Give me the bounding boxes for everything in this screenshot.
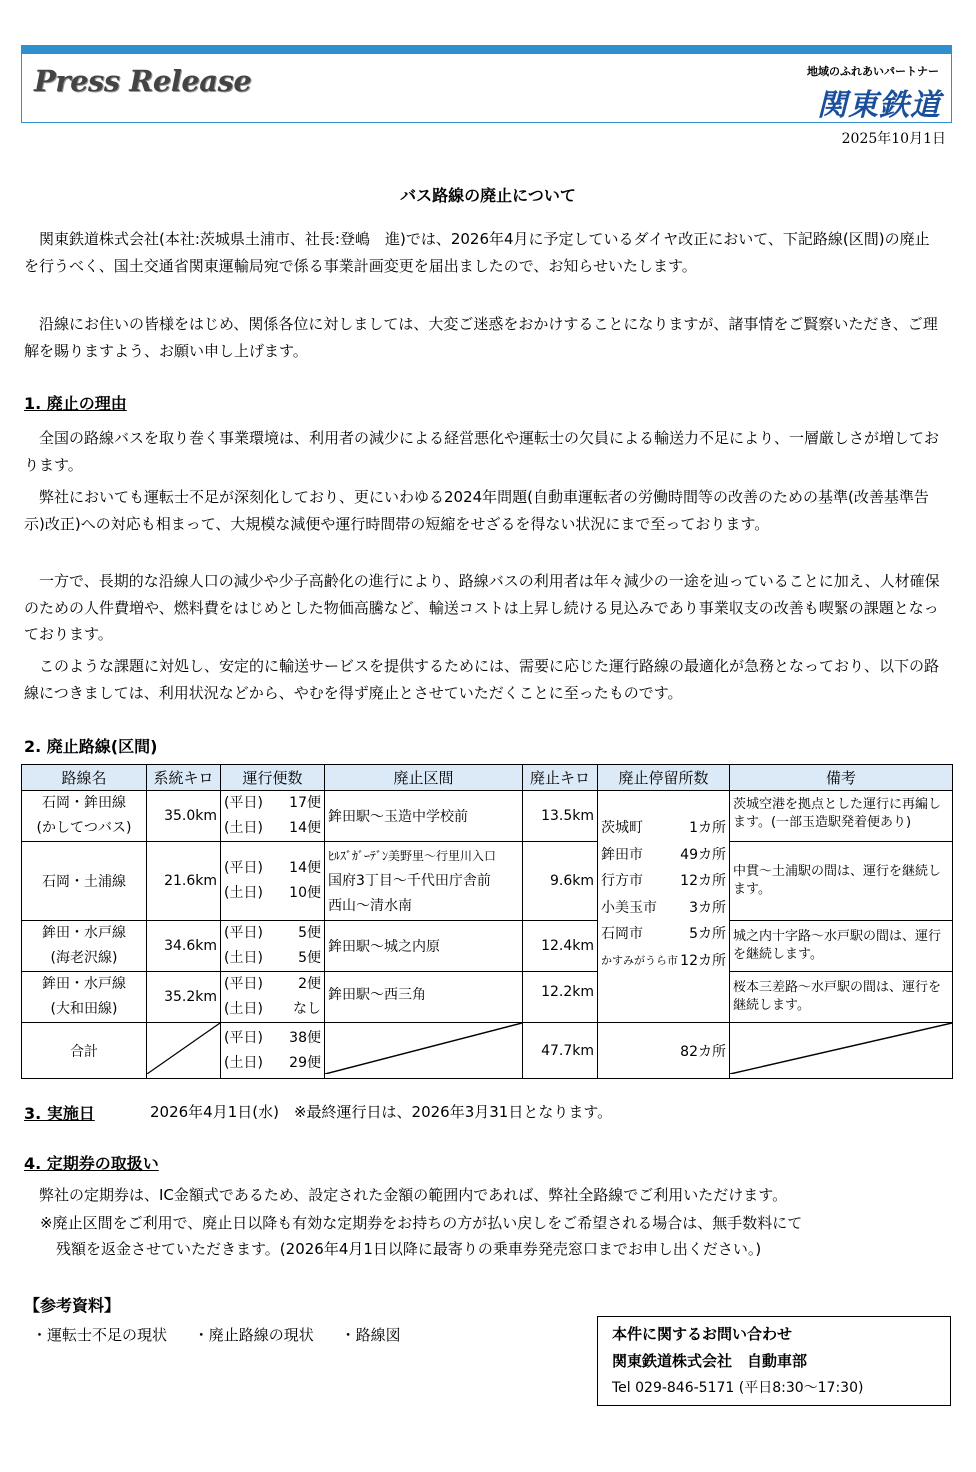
column-header: 備考: [730, 765, 953, 791]
stop-city: 茨城町: [601, 820, 643, 836]
route-name: 鉾田・水戸線: [42, 925, 126, 941]
route-name-cell: [22, 972, 147, 1023]
route-note: 桜本三差路〜水戸駅の間は、運行を継続します。: [730, 972, 953, 1023]
reason-paragraph-2: 弊社においても運転士不足が深刻化しており、更にいわゆる2024年問題(自動車運転者の労働時間等の改善のための基準(改善基準告示)改正)への対応も相まって、大規模な減便や運行時間帯の短縮をせざるを得ない状況にまで至っております。: [24, 488, 929, 533]
weekday-count: 17便: [289, 795, 321, 811]
route-name-cell: [22, 791, 147, 842]
table-row: [22, 842, 953, 921]
weekend-count: 10便: [289, 885, 321, 901]
reason-paragraph-1: 全国の路線バスを取り巻く事業環境は、利用者の減少による経営悪化や運転士の欠員による輸送力不足により、一層厳しさが増しております。: [24, 429, 940, 474]
service-count-cell: [221, 791, 325, 842]
press-release-header: [21, 45, 952, 123]
stop-city: 鉾田市: [601, 846, 643, 863]
section-heading-routes: 2. 廃止路線(区間): [24, 737, 158, 756]
abolished-km: 12.4km: [523, 921, 598, 972]
service-count-cell: [221, 921, 325, 972]
weekday-label: (平日): [224, 795, 263, 811]
refund-note: [40, 1210, 802, 1262]
weekend-count: なし: [293, 1001, 321, 1017]
route-name: 石岡・土浦線: [22, 842, 147, 921]
abolished-km: 12.2km: [523, 972, 598, 1023]
page-title: バス路線の廃止について: [400, 186, 576, 205]
table-header-row: [22, 765, 953, 791]
section-heading-reason: 1. 廃止の理由: [24, 394, 127, 413]
total-abolished-km: 47.7km: [523, 1023, 598, 1079]
abolished-km: 13.5km: [523, 791, 598, 842]
stop-city: 石岡市: [601, 926, 643, 942]
route-note: 茨城空港を拠点とした運行に再編します。(一部玉造駅発着便あり): [730, 791, 953, 842]
route-name: 石岡・鉾田線: [42, 795, 126, 811]
reference-item: ・運転士不足の現状: [32, 1326, 168, 1344]
weekday-label: (平日): [224, 976, 263, 992]
diagonal-slash: [325, 1023, 522, 1074]
route-note: 中貫〜土浦駅の間は、運行を継続します。: [730, 842, 953, 921]
stop-count: 49カ所: [680, 846, 726, 863]
weekend-count: 29便: [289, 1054, 321, 1071]
abolished-section: 西山〜清水南: [328, 897, 412, 914]
abolished-section: 鉾田駅〜城之内原: [325, 921, 523, 972]
reason-paragraph-4: このような課題に対処し、安定的に輸送サービスを提供するためには、需要に応じた運行路線の最適化が急務となっており、以下の路線につきましては、利用状況などから、やむを得ず廃止とさせていただくことに至ったものです。: [24, 657, 940, 702]
column-header: 廃止区間: [325, 765, 523, 791]
total-stops: 82カ所: [598, 1023, 730, 1079]
route-km: 21.6km: [147, 842, 221, 921]
weekday-label: (平日): [224, 925, 263, 941]
implementation-date-text: 2026年4月1日(水) ※最終運行日は、2026年3月31日となります。: [150, 1103, 613, 1121]
column-header: 廃止停留所数: [598, 765, 730, 791]
service-count-cell: [221, 972, 325, 1023]
column-header: 廃止キロ: [523, 765, 598, 791]
stop-count: 12カ所: [680, 873, 726, 889]
table-row: [22, 791, 953, 842]
weekend-label: (土日): [224, 950, 263, 966]
weekday-count: 5便: [298, 925, 321, 941]
table-row: [22, 972, 953, 1023]
weekend-label: (土日): [224, 885, 263, 901]
company-tagline: 地域のふれあいパートナー: [807, 65, 939, 78]
references-heading: 【参考資料】: [24, 1296, 121, 1315]
contact-department: 関東鉄道株式会社 自動車部: [612, 1352, 808, 1370]
total-label: 合計: [22, 1023, 147, 1079]
refund-note-line-2: 残額を返金させていただきます。(2026年4月1日以降に最寄りの乗車券発売窓口までお申し出ください。): [56, 1240, 762, 1258]
stop-count: 1カ所: [689, 820, 726, 836]
stop-count: 5カ所: [689, 926, 726, 942]
section-heading-commuter-pass: 4. 定期券の取扱い: [24, 1154, 159, 1173]
stop-city: 行方市: [601, 873, 643, 889]
service-count-cell: [221, 842, 325, 921]
contact-box: [597, 1316, 951, 1406]
weekday-count: 38便: [289, 1029, 321, 1046]
section-heading-date: 3. 実施日: [24, 1104, 95, 1123]
reason-paragraph-3: 一方で、長期的な沿線人口の減少や少子高齢化の進行により、路線バスの利用者は年々減少の一途を辿っていることに加え、人材確保のための人件費増や、燃料費をはじめとした物価高騰など、輸送コストは上昇し続ける見込みであり事業収支の改善も喫緊の課題となっております。: [24, 572, 940, 643]
abolished-stops-cell: [598, 791, 730, 1023]
column-header: 系統キロ: [147, 765, 221, 791]
weekend-count: 5便: [298, 950, 321, 966]
table-row: [22, 921, 953, 972]
route-name: 鉾田・水戸線: [42, 976, 126, 992]
reference-item: ・廃止路線の現状: [193, 1326, 314, 1344]
empty-cell: [325, 1023, 523, 1079]
weekday-label: (平日): [224, 860, 263, 876]
weekend-label: (土日): [224, 1001, 263, 1017]
weekend-label: (土日): [224, 820, 263, 836]
column-header: 路線名: [22, 765, 147, 791]
route-subname: (海老沢線): [50, 950, 118, 966]
reference-item: ・路線図: [340, 1326, 401, 1344]
press-release-label: Press Release: [34, 64, 252, 98]
empty-cell: [147, 1023, 221, 1079]
abolished-section-cell: [325, 842, 523, 921]
release-date: 2025年10月1日: [841, 131, 946, 147]
route-subname: (大和田線): [50, 1001, 118, 1017]
route-km: 35.0km: [147, 791, 221, 842]
abolished-section: ﾋﾙｽﾞｶﾞｰﾃﾞﾝ美野里〜行里川入口: [328, 848, 497, 863]
route-km: 35.2km: [147, 972, 221, 1023]
weekend-label: (土日): [224, 1054, 263, 1071]
abolished-section: 鉾田駅〜玉造中学校前: [325, 791, 523, 842]
abolished-routes-table: [21, 764, 953, 1079]
intro-paragraph-1: 関東鉄道株式会社(本社:茨城県土浦市、社長:登嶋 進)では、2026年4月に予定しているダイヤ改正において、下記路線(区間)の廃止を行うべく、国土交通省関東運輸局宛で係る事業計画変更を届出ましたので、お知らせいたします。: [24, 230, 930, 275]
stop-city: かすみがうら市: [601, 953, 678, 967]
abolished-km: 9.6km: [523, 842, 598, 921]
route-km: 34.6km: [147, 921, 221, 972]
weekend-count: 14便: [289, 820, 321, 836]
abolished-section: 国府3丁目〜千代田庁舎前: [328, 872, 491, 889]
route-note: 城之内十字路〜水戸駅の間は、運行を継続します。: [730, 921, 953, 972]
contact-phone: Tel 029-846-5171 (平日8:30〜17:30): [612, 1380, 864, 1396]
weekday-label: (平日): [224, 1029, 263, 1046]
contact-title: 本件に関するお問い合わせ: [612, 1325, 793, 1343]
column-header: 運行便数: [221, 765, 325, 791]
route-subname: (かしてつバス): [36, 820, 132, 836]
refund-note-line-1: ※廃止区間をご利用で、廃止日以降も有効な定期券をお持ちの方が払い戻しをご希望される場合は、無手数料にて: [40, 1214, 803, 1232]
stop-city: 小美玉市: [601, 899, 657, 916]
company-logo: 関東鉄道: [817, 88, 941, 123]
abolished-section: 鉾田駅〜西三角: [325, 972, 523, 1023]
empty-cell: [730, 1023, 953, 1079]
table-total-row: [22, 1023, 953, 1079]
intro-paragraph-2: 沿線にお住いの皆様をはじめ、関係各位に対しましては、大変ご迷惑をおかけすることになりますが、諸事情をご賢察いただき、ご理解を賜りますよう、お願い申し上げます。: [24, 315, 938, 360]
references-list: [32, 1324, 423, 1345]
commuter-pass-paragraph: 弊社の定期券は、IC金額式であるため、設定された金額の範囲内であれば、弊社全路線でご利用いただけます。: [39, 1186, 788, 1204]
total-service-count-cell: [221, 1023, 325, 1079]
route-name-cell: [22, 921, 147, 972]
weekday-count: 14便: [289, 860, 321, 876]
stop-count: 3カ所: [689, 899, 726, 916]
diagonal-slash: [730, 1023, 952, 1074]
diagonal-slash: [147, 1023, 220, 1074]
stop-count: 12カ所: [680, 952, 726, 969]
weekday-count: 2便: [298, 976, 321, 992]
